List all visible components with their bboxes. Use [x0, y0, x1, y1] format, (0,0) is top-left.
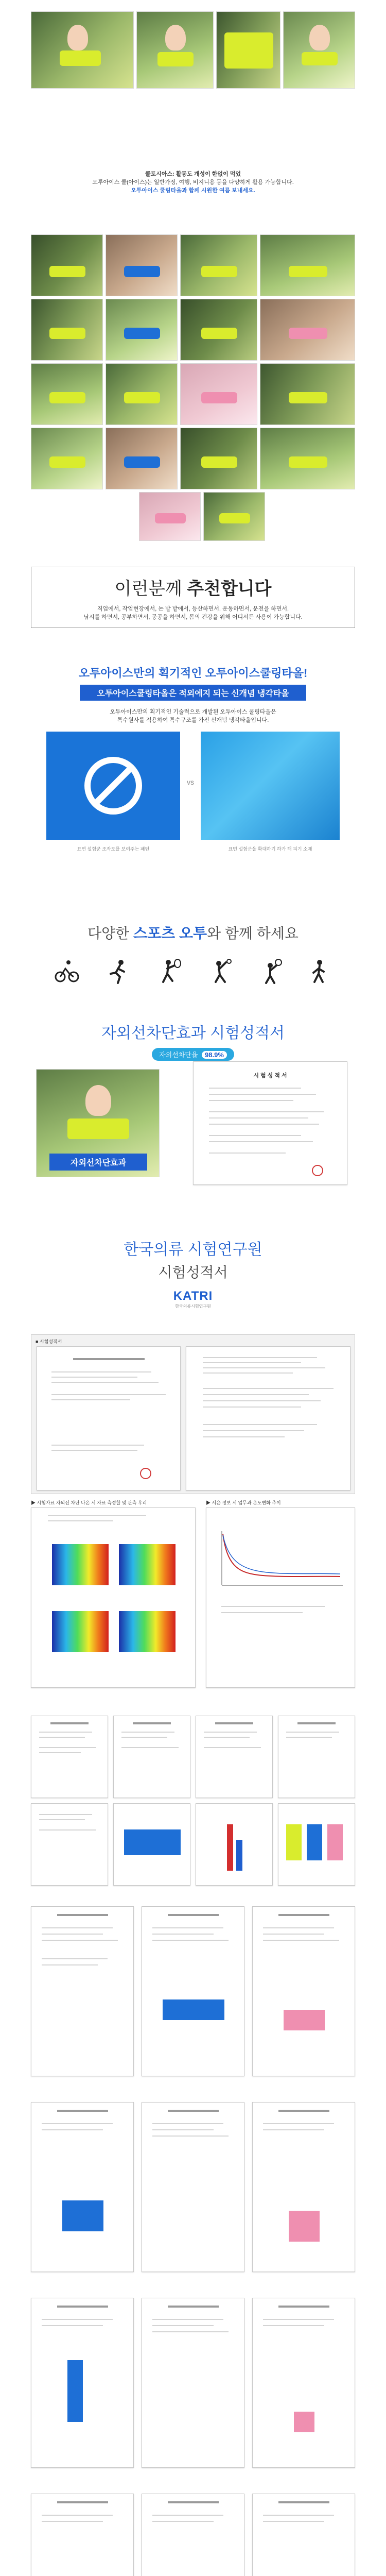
- photo-grid-13: [31, 428, 103, 489]
- sports-title: [0, 922, 386, 943]
- photo-grid-5: [31, 299, 103, 361]
- report-page-13: [142, 2102, 244, 2272]
- report-page-8: [278, 1803, 355, 1886]
- photo-towel-closeup: [216, 11, 280, 89]
- report-page-5: [31, 1803, 108, 1886]
- report-page-19: [142, 2494, 244, 2576]
- report-page-2: [113, 1716, 190, 1798]
- report-page-10: [142, 1906, 244, 2076]
- katri-doc-left: [37, 1346, 181, 1490]
- tech-headline: 오투아이스만의 획기적인 오투아이스쿨링타올!: [78, 667, 308, 680]
- katri-logo-sub: 한국의류시험연구원: [175, 1304, 211, 1309]
- hero-photo-grid: [0, 0, 386, 113]
- tech-caption-left: 표면 설험군 조작도를 보여주는 패턴: [77, 846, 150, 852]
- photo-man-towel: [31, 11, 134, 89]
- photo-grid-7: [180, 299, 257, 361]
- report-grid-row-4: [0, 2298, 386, 2473]
- photo-grid-8: [260, 299, 355, 361]
- photo-grid-18: [203, 492, 265, 541]
- sports-title-word1: 스포츠: [133, 925, 176, 941]
- katri-doc-right: [186, 1346, 350, 1490]
- photo-woman-neck-towel: [283, 11, 355, 89]
- uv-title: 자외선차단효과 시험성적서: [101, 1025, 285, 1042]
- katri-title-2: 시험성적서: [158, 1264, 228, 1280]
- uv-pill-value: 98.9%: [202, 1051, 227, 1059]
- uv-test-section: [0, 1020, 386, 1190]
- report-page-16: [142, 2298, 244, 2468]
- photo-grid-12: [260, 363, 355, 425]
- report-page-20: [252, 2494, 355, 2576]
- temperature-graph-doc: [206, 1507, 355, 1688]
- sports-icon-row: [49, 958, 337, 989]
- cycling-icon: [54, 958, 80, 984]
- sports-title-suffix: 와 함께 하세요: [207, 925, 299, 941]
- photo-grid-2: [106, 234, 178, 296]
- uv-photo: [36, 1069, 160, 1177]
- intro-text-block: [0, 170, 386, 216]
- report-page-11: [252, 1906, 355, 2076]
- thermal-bullet-right: ▶ 서은 정보 시 업무과 온도변화 추이: [206, 1500, 281, 1505]
- uv-pill-label: 자외선차단율: [159, 1051, 198, 1059]
- prohibited-icon: [82, 755, 144, 817]
- photo-grid-15: [180, 428, 257, 489]
- technology-section: [0, 665, 386, 881]
- report-page-17: [252, 2298, 355, 2468]
- tech-image-right: [201, 732, 340, 840]
- intro-line-3: 오투아이스 쿨링타올과 함께 시원한 여름 보내세요.: [131, 188, 255, 194]
- recommend-title-strong: 추천합니다: [187, 579, 272, 599]
- volleyball-icon: [260, 958, 286, 984]
- uv-pill: [152, 1048, 234, 1061]
- tech-caption-right: 표면 설험군을 확대하기 하가 해 피기 소재: [228, 846, 312, 852]
- report-page-18: [31, 2494, 134, 2576]
- intro-line-2: 오투아이스 쿨(아이스)는 일반가정, 여행, 비지니용 등을 다양하게 활용 가능합니다.: [92, 179, 294, 185]
- sports-section: [0, 922, 386, 994]
- report-grid-row-1: [0, 1716, 386, 1886]
- photo-grid-1: [31, 234, 103, 296]
- recommend-line-1: 직업에서, 작업현장에서, 논 밭 밭에서, 등산하면서, 운동하면서, 운전을 하면서,: [97, 606, 289, 612]
- sports-title-prefix: 다양한: [87, 925, 134, 941]
- tech-desc-1: 오투아이스만의 획기적인 기술력으로 개발된 오투아이스 쿨링타올은: [110, 709, 276, 715]
- uv-cert-title: 시 험 성 적 서: [253, 1073, 287, 1079]
- katri-logo: [165, 1289, 221, 1309]
- recommend-line-2: 낚시를 하면서, 공부하면서, 공공을 하면서, 몸의 건강을 위해 어디서든 사용이 가능합니다.: [83, 614, 303, 620]
- photo-grid-10: [106, 363, 178, 425]
- photo-grid-4: [260, 234, 355, 296]
- recommend-title: [31, 574, 355, 600]
- photo-grid-17: [139, 492, 201, 541]
- temperature-curve: [217, 1529, 345, 1590]
- uv-photo-label: 자외선차단효과: [49, 1154, 147, 1171]
- photo-grid-6: [106, 299, 178, 361]
- tech-image-left: [46, 732, 180, 840]
- katri-document-panel: [31, 1334, 355, 1494]
- katri-doc-header: ■ 시험성적서: [36, 1339, 62, 1344]
- report-page-3: [196, 1716, 273, 1798]
- running-icon: [106, 958, 131, 984]
- tech-banner: 오투아이스쿨링타올은 적외에지 되는 신개념 냉각타올: [80, 685, 306, 701]
- katri-title-1: 한국의류 시험연구원: [124, 1241, 262, 1258]
- katri-logo-text: KATRI: [173, 1289, 213, 1303]
- intro-line-1: 쿨토시아스: 활동도 개성이 한없이 먹었: [145, 171, 241, 177]
- photo-grid-9: [31, 363, 103, 425]
- tech-vs: vs: [187, 778, 194, 786]
- thermal-doc: [31, 1507, 196, 1688]
- report-page-1: [31, 1716, 108, 1798]
- report-page-9: [31, 1906, 134, 2076]
- report-page-12: [31, 2102, 134, 2272]
- report-grid-row-5: [0, 2494, 386, 2576]
- badminton-icon: [208, 958, 234, 984]
- report-page-14: [252, 2102, 355, 2272]
- photo-grid-11: [180, 363, 257, 425]
- sports-title-word2: 오투: [179, 925, 207, 941]
- report-page-7: [196, 1803, 273, 1886]
- report-page-15: [31, 2298, 134, 2468]
- recommend-section: [0, 567, 386, 634]
- uv-certificate: [193, 1061, 347, 1185]
- photo-grid-14: [106, 428, 178, 489]
- katri-section: [0, 1236, 386, 1329]
- photo-woman-towel: [136, 11, 214, 89]
- photo-grid-3: [180, 234, 257, 296]
- report-page-6: [113, 1803, 190, 1886]
- thermal-bullet-left: ▶ 시험자료 자외선 차단 나온 시 자료 측정할 및 관측 우리: [31, 1500, 147, 1505]
- lifestyle-photo-grid: [0, 227, 386, 546]
- report-grid-row-3: [0, 2102, 386, 2277]
- recommend-title-prefix: 이런분께: [114, 579, 187, 599]
- thermal-report-section: [0, 1499, 386, 1695]
- report-grid-row-2: [0, 1906, 386, 2081]
- report-page-4: [278, 1716, 355, 1798]
- tech-desc-2: 특수원사를 적용하여 특수구조를 가진 신개념 냉각타올입니다.: [117, 717, 269, 723]
- photo-grid-16: [260, 428, 355, 489]
- walking-icon: [306, 958, 332, 984]
- tennis-icon: [157, 958, 183, 984]
